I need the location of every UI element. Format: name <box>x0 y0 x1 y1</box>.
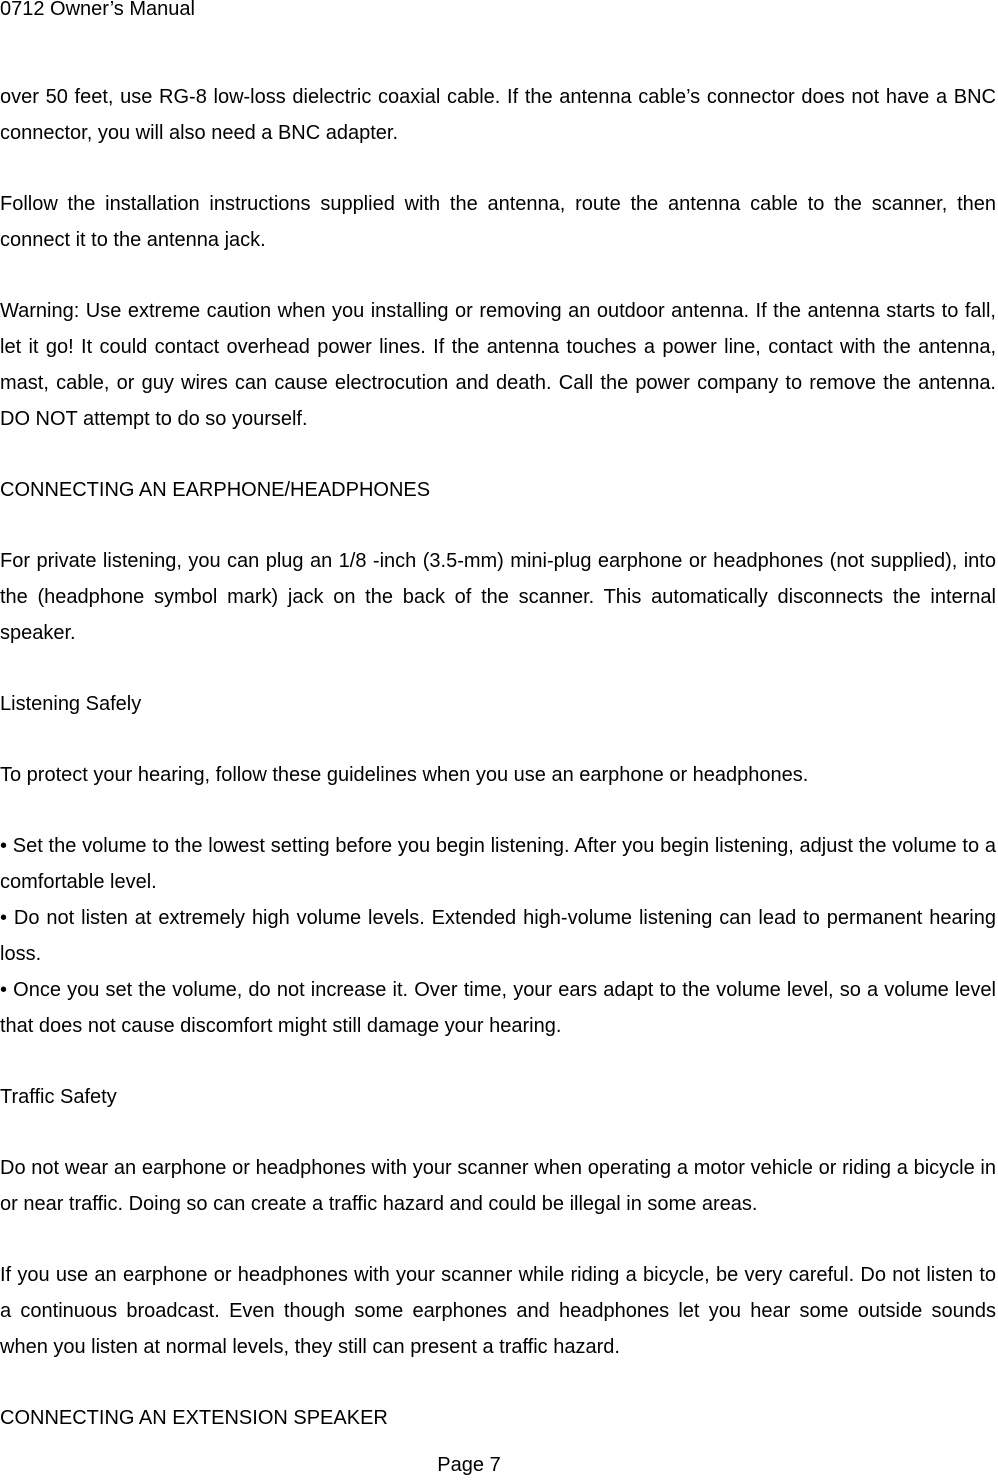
subheading-listening-safely: Listening Safely <box>0 693 142 715</box>
paragraph-traffic-hazard: Do not wear an earphone or headphones with your scanner when operating a motor vehicle or riding a bicycle in or near traffic. Doing so can create a traffic hazard and could be illegal in some areas. <box>0 1157 996 1215</box>
page-number: Page 7 <box>437 1454 501 1476</box>
page-header: 0712 Owner’s Manual <box>0 0 195 20</box>
paragraph-private-listening: For private listening, you can plug an 1/8 -inch (3.5-mm) mini-plug earphone or headphones (not supplied), into the (headphone symbol mark) jack on the back of the scanner. This automatically disconnects the internal speaker. <box>0 550 996 644</box>
section-heading-earphone: CONNECTING AN EARPHONE/HEADPHONES <box>0 479 431 501</box>
paragraph-bicycle: If you use an earphone or headphones with your scanner while riding a bicycle, be very careful. Do not listen to a continuous broadcast. Even though some earphones and headphones let you hear some outside sounds when you listen at normal levels, they still can present a traffic hazard. <box>0 1264 996 1358</box>
bullet-item-volume-setting: • Set the volume to the lowest setting before you begin listening. After you begin listening, adjust the volume to a comfortable level. <box>0 835 996 893</box>
paragraph-protect-hearing: To protect your hearing, follow these guidelines when you use an earphone or headphones. <box>0 764 809 786</box>
bullet-item-ears-adapt: • Once you set the volume, do not increase it. Over time, your ears adapt to the volume level, so a volume level that does not cause discomfort might still damage your hearing. <box>0 979 996 1037</box>
paragraph-installation: Follow the installation instructions supplied with the antenna, route the antenna cable to the scanner, then connect it to the antenna jack. <box>0 193 996 251</box>
paragraph-warning: Warning: Use extreme caution when you installing or removing an outdoor antenna. If the antenna starts to fall, let it go! It could contact overhead power lines. If the antenna touches a power line, contact with the antenna, mast, cable, or guy wires can cause electrocution and death. Call the power company to remove the antenna. DO NOT attempt to do so yourself. <box>0 300 996 430</box>
paragraph-antenna-cable: over 50 feet, use RG-8 low-loss dielectric coaxial cable. If the antenna cable’s connector does not have a BNC connector, you will also need a BNC adapter. <box>0 86 996 144</box>
page-body <box>0 79 996 1436</box>
subheading-traffic-safety: Traffic Safety <box>0 1086 117 1108</box>
section-heading-extension-speaker: CONNECTING AN EXTENSION SPEAKER <box>0 1407 388 1429</box>
bullet-item-high-volume: • Do not listen at extremely high volume levels. Extended high-volume listening can lead to permanent hearing loss. <box>0 907 996 965</box>
